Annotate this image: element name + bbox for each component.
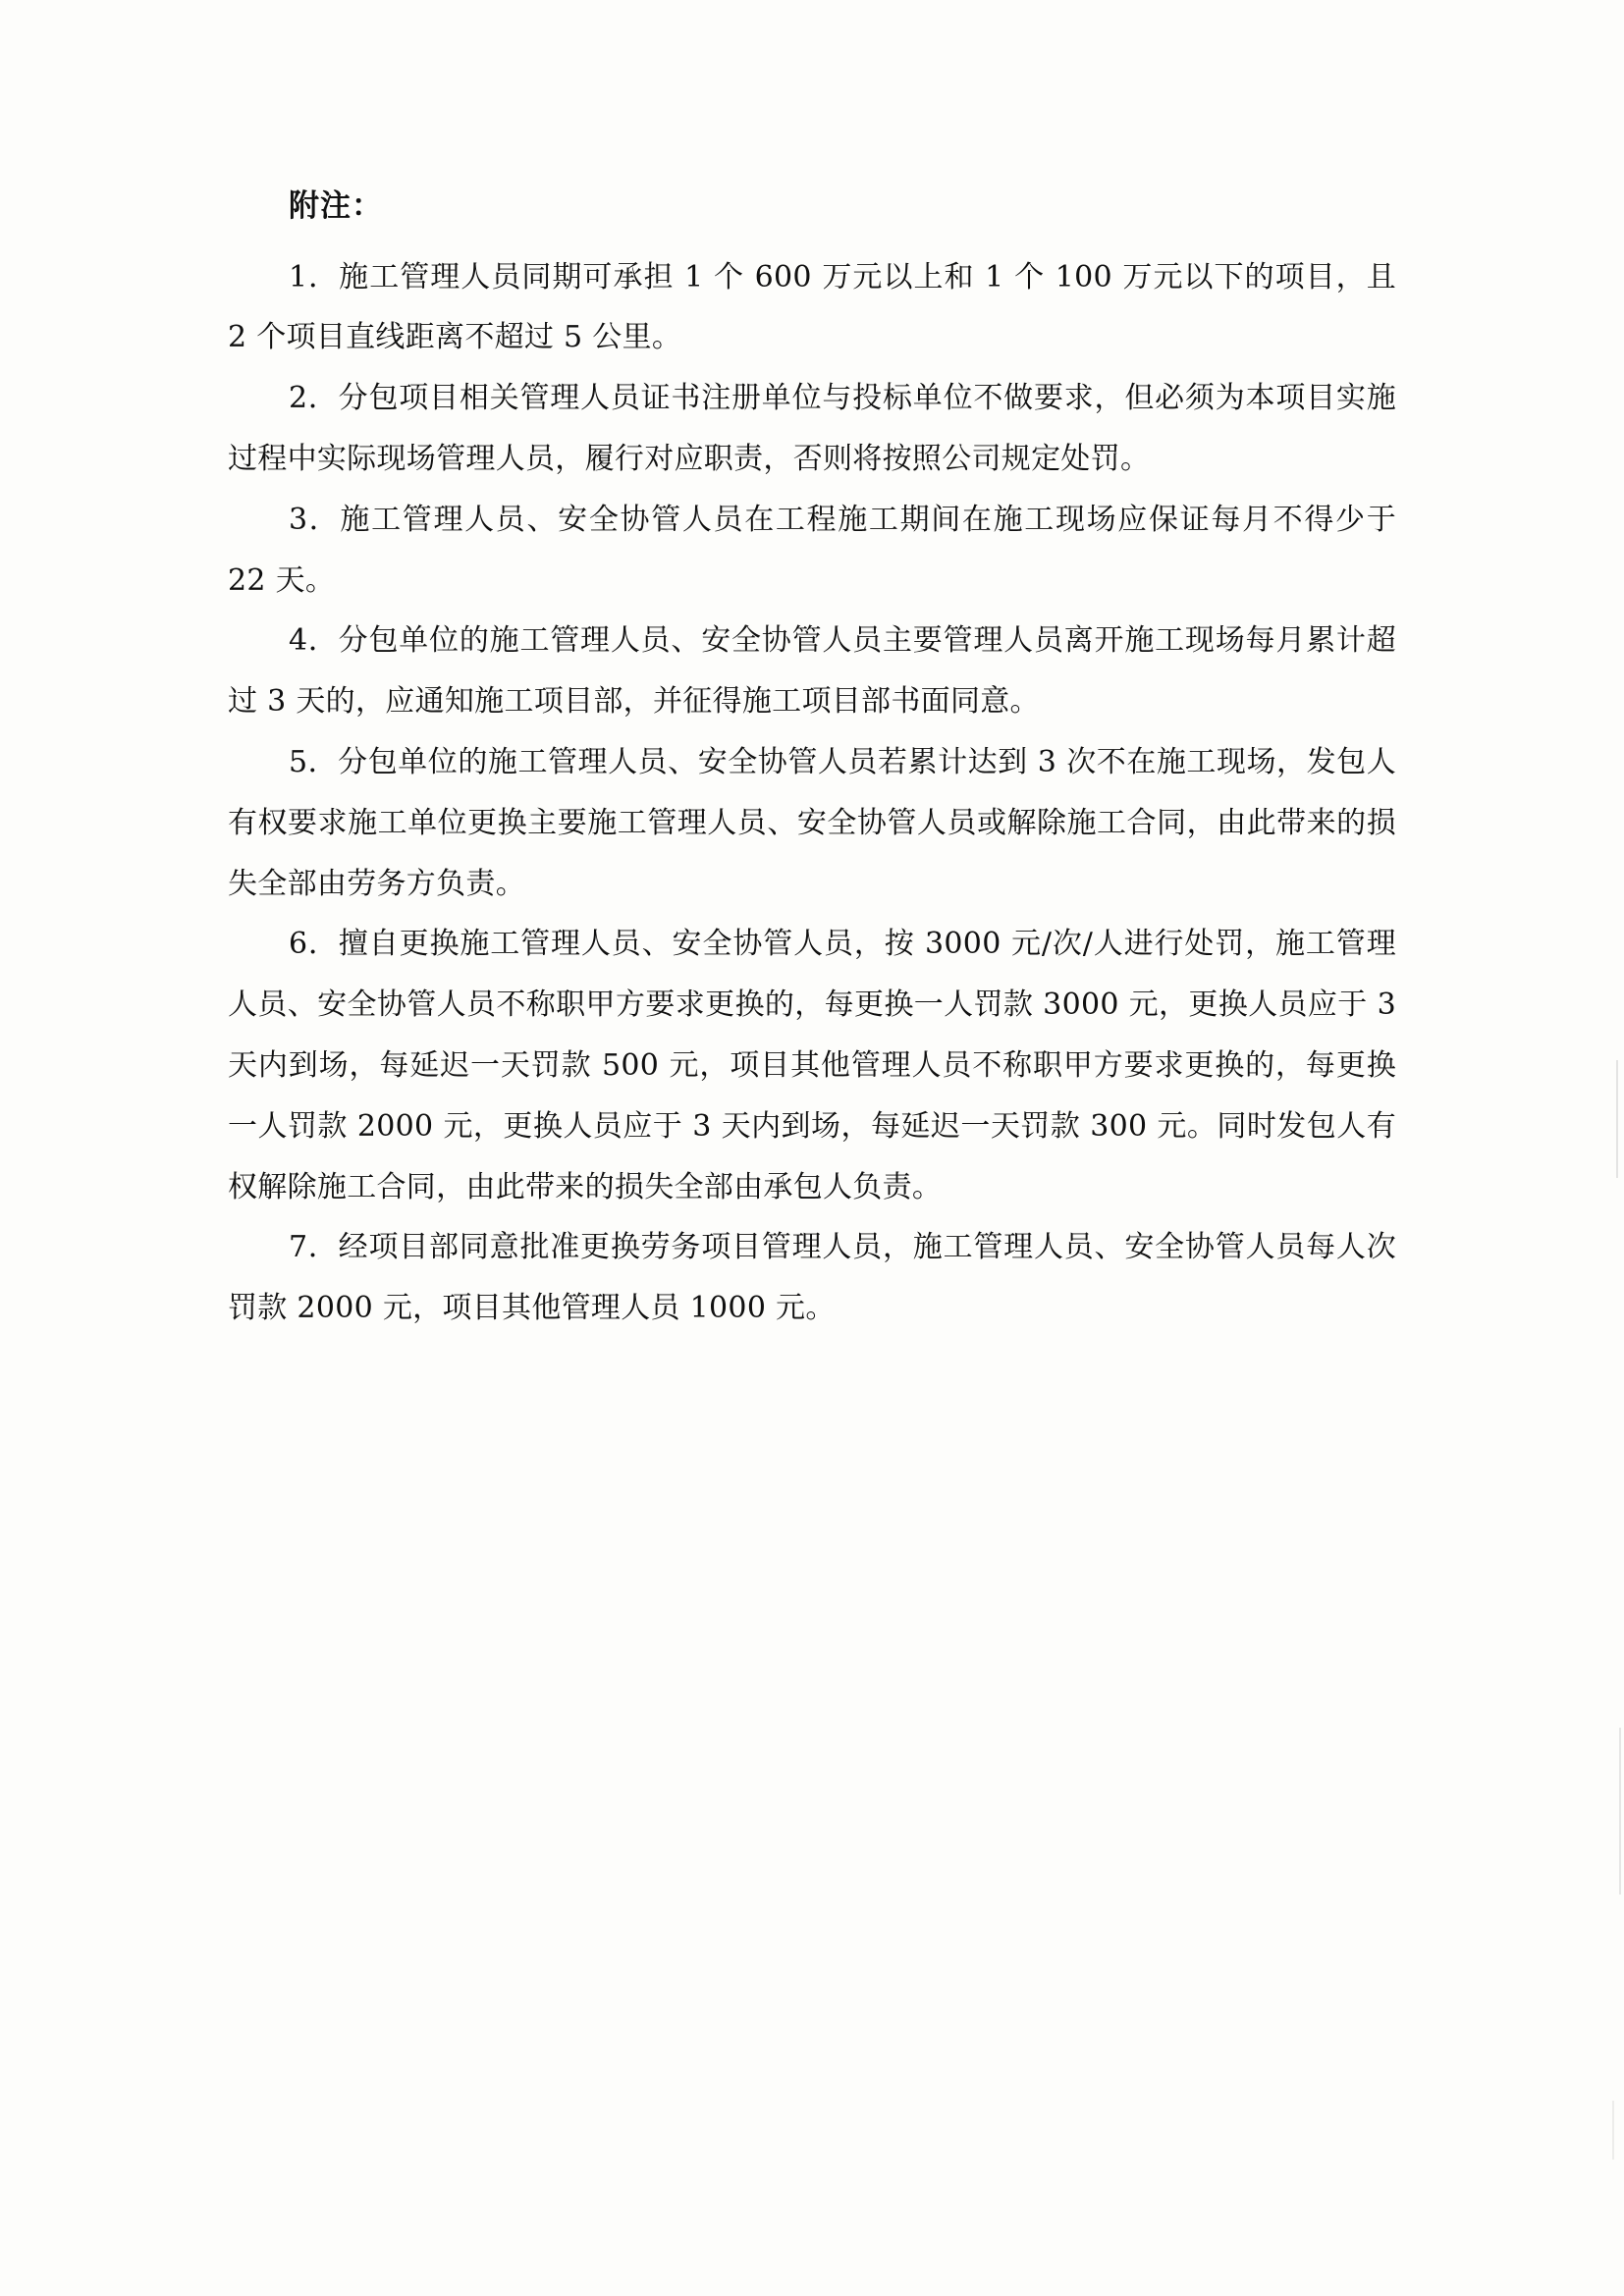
scan-artifact-mark <box>1612 2101 1614 2160</box>
section-heading: 附注： <box>289 188 383 224</box>
note-item-7: 7．经项目部同意批准更换劳务项目管理人员，施工管理人员、安全协管人员每人次罚款 2000 元，项目其他管理人员 1000 元。 <box>228 1230 1396 1326</box>
document-body <box>228 183 1396 1339</box>
note-item-6: 6．擅自更换施工管理人员、安全协管人员，按 3000 元/次/人进行处罚，施工管理人员、安全协管人员不称职甲方要求更换的，每更换一人罚款 3000 元，更换人员应于 3 天内到场，每延迟一天罚款 500 元，项目其他管理人员不称职甲方要求更换的，每更换一人罚款 2000 元，更换人员应于 3 天内到场，每延迟一天罚款 300 元。同时发包人有权解除施工合同，由此带来的损失全部由承包人负责。 <box>228 927 1396 1204</box>
note-item-3: 3．施工管理人员、安全协管人员在工程施工期间在施工现场应保证每月不得少于 22 天。 <box>228 502 1396 598</box>
note-item-4: 4．分包单位的施工管理人员、安全协管人员主要管理人员离开施工现场每月累计超过 3 天的，应通知施工项目部，并征得施工项目部书面同意。 <box>228 623 1396 720</box>
scan-artifact-mark <box>1619 1728 1621 1895</box>
note-item-2: 2．分包项目相关管理人员证书注册单位与投标单位不做要求，但必须为本项目实施过程中实际现场管理人员，履行对应职责，否则将按照公司规定处罚。 <box>228 381 1396 476</box>
scan-artifact-mark <box>1616 1060 1618 1178</box>
note-item-1: 1．施工管理人员同期可承担 1 个 600 万元以上和 1 个 100 万元以下的项目，且 2 个项目直线距离不超过 5 公里。 <box>228 259 1396 355</box>
note-item-5: 5．分包单位的施工管理人员、安全协管人员若累计达到 3 次不在施工现场，发包人有权要求施工单位更换主要施工管理人员、安全协管人员或解除施工合同，由此带来的损失全部由劳务方负责。 <box>228 744 1396 901</box>
